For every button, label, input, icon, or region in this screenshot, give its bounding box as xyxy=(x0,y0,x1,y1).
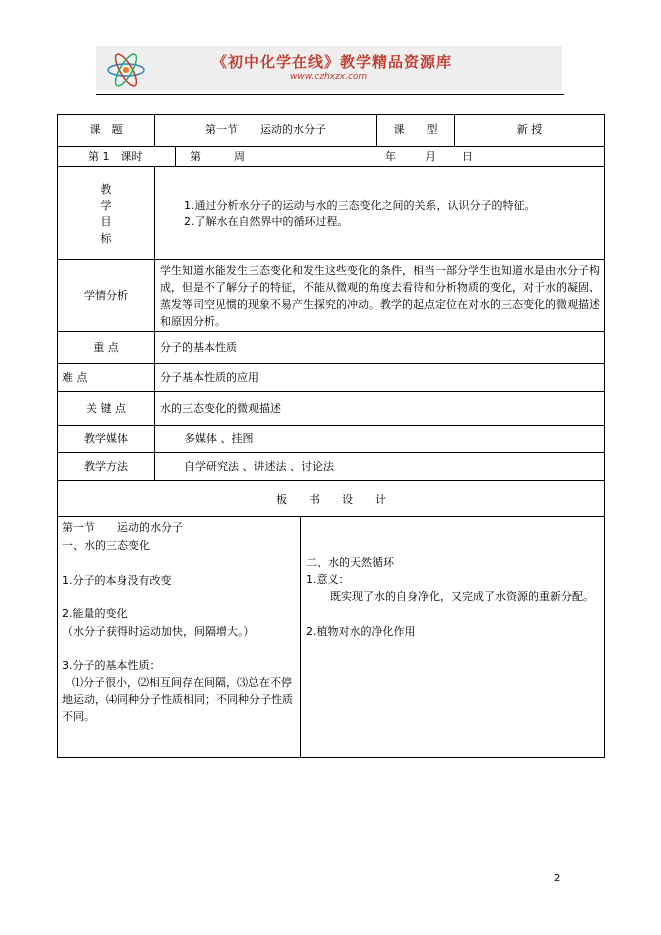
objectives-label-1: 教 xyxy=(100,183,112,196)
atom-logo-icon xyxy=(103,51,149,89)
board-left-title: 第一节 运动的水分子 xyxy=(62,521,183,534)
method-label: 教学方法 xyxy=(84,460,128,473)
objectives-label-3: 目 xyxy=(100,215,112,228)
subject-label: 课 题 xyxy=(89,123,123,136)
method-value: 自学研究法 、讲述法 、讨论法 xyxy=(184,460,334,473)
type-label: 课 型 xyxy=(393,123,438,136)
analysis-label: 学情分析 xyxy=(84,289,128,302)
subject-value: 第一节 运动的水分子 xyxy=(205,123,326,136)
board-left-item-2-detail: （水分子获得时运动加快，间隔增大。） xyxy=(62,625,255,638)
board-section-1: 一、水的三态变化 xyxy=(62,539,150,552)
media-label: 教学媒体 xyxy=(84,432,128,445)
brand-url: www.czhxzx.com xyxy=(290,72,368,82)
critical-point-value: 水的三态变化的微观描述 xyxy=(160,402,281,415)
difficulty-label: 难 点 xyxy=(62,371,88,384)
header-divider xyxy=(96,94,564,95)
objectives-label-2: 学 xyxy=(100,199,112,212)
media-value: 多媒体 、挂图 xyxy=(184,432,254,445)
board-left-item-3-detail: ⑴分子很小，⑵相互间存在间隔，⑶总在不停地运动，⑷同种分子性质相同；不同种分子性质不同。 xyxy=(62,676,293,723)
board-right-item-1-title: 1.意义： xyxy=(306,573,350,586)
analysis-text: 学生知道水能发生三态变化和发生这些变化的条件，相当一部分学生也知道水是由水分子构成，但是不了解分子的特征，不能从微观的角度去看待和分析物质的变化，对于水的凝固、蒸发等司空见惯的现象不易产生探究的冲动。教学的起点定位在对水的三态变化的微观描述和原因分析。 xyxy=(160,264,600,328)
period-label: 第 1 课时 xyxy=(88,150,143,163)
board-left-item-1: 1.分子的本身没有改变 xyxy=(62,574,172,587)
objective-item-2: 2.了解水在自然界中的循环过程。 xyxy=(184,215,349,228)
board-title: 板 书 设 计 xyxy=(276,493,386,506)
board-right-item-1-detail: 既实现了水的自身净化，又完成了水资源的重新分配。 xyxy=(330,590,594,603)
key-point-value: 分子的基本性质 xyxy=(160,341,237,354)
board-left-item-2-title: 2.能量的变化 xyxy=(62,607,128,620)
date-month: 月 xyxy=(425,150,436,163)
brand-title: 《初中化学在线》教学精品资源库 xyxy=(212,53,453,71)
date-year: 年 xyxy=(385,150,396,163)
date-day: 日 xyxy=(462,150,473,163)
page-number: 2 xyxy=(554,873,561,884)
board-left-item-3-title: 3.分子的基本性质： xyxy=(62,659,161,672)
objectives-label-4: 标 xyxy=(100,232,112,245)
board-right-item-2: 2.植物对水的净化作用 xyxy=(306,625,416,638)
week-label: 第 周 xyxy=(190,150,245,163)
critical-point-label: 关 键 点 xyxy=(86,402,126,415)
board-section-2: 二、水的天然循环 xyxy=(306,556,394,569)
objective-item-1: 1.通过分析水分子的运动与水的三态变化之间的关系，认识分子的特征。 xyxy=(184,199,536,212)
difficulty-value: 分子基本性质的应用 xyxy=(160,371,259,384)
key-point-label: 重 点 xyxy=(93,341,119,354)
type-value: 新 授 xyxy=(516,123,543,136)
